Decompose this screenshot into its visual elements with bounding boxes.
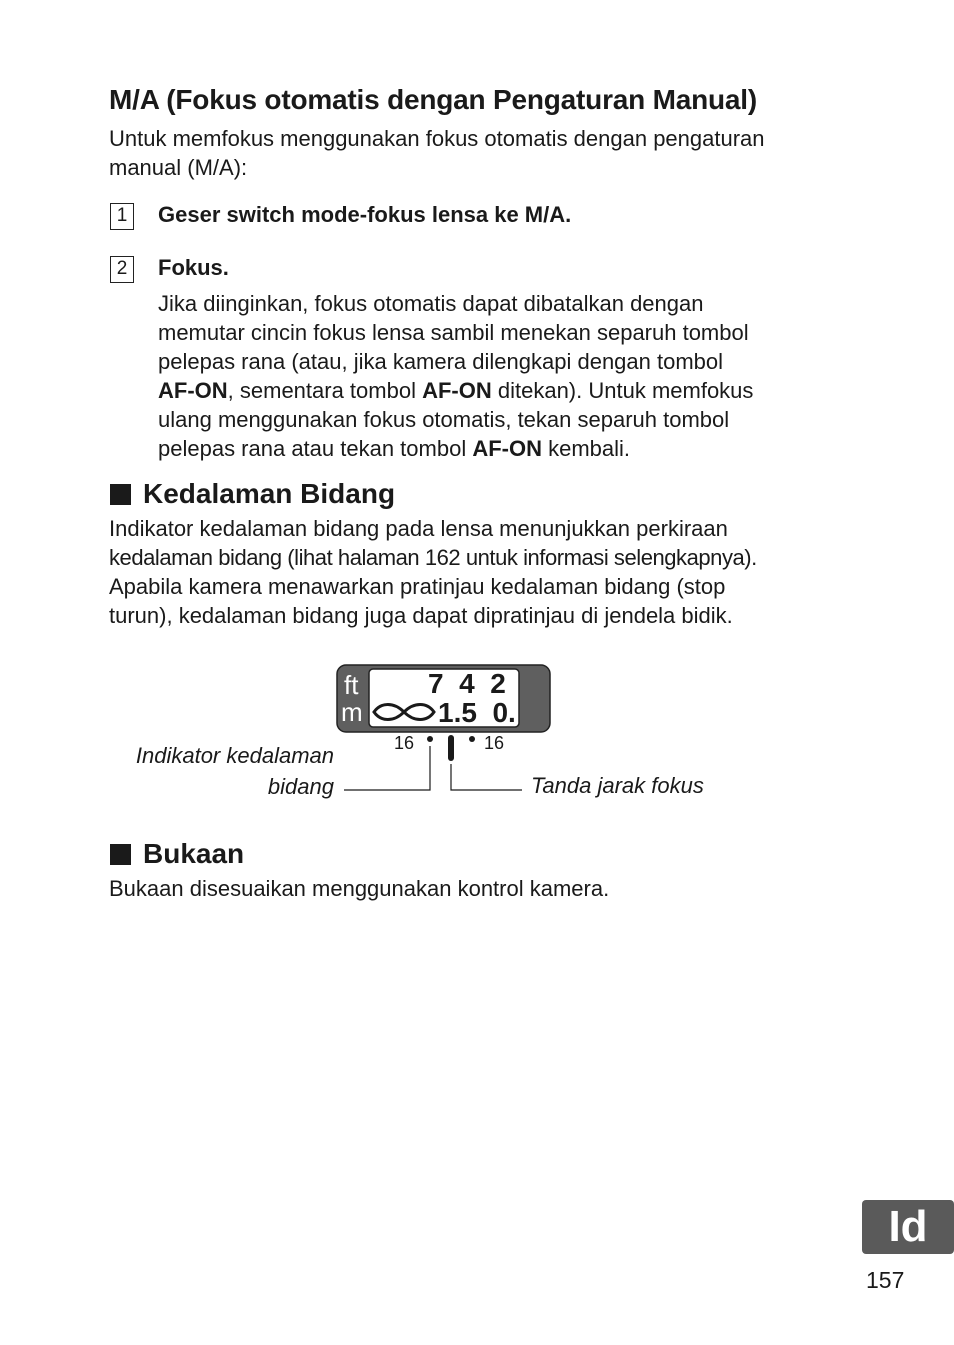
- scale-m-values: 1.5 0.: [438, 697, 516, 728]
- caption-line: bidang: [267, 774, 334, 799]
- section-title-text: Bukaan: [143, 838, 245, 869]
- section-dof-text: [109, 514, 757, 630]
- dof-dot-right: [469, 736, 475, 742]
- body-line: memutar cincin fokus lensa sambil menekan separuh tombol: [158, 320, 749, 345]
- dof-line: turun), kedalaman bidang juga dapat dipratinjau di jendela bidik.: [109, 603, 733, 628]
- indicator-leaders: [330, 730, 530, 796]
- step-2-body: [158, 289, 753, 463]
- language-tab: [862, 1200, 954, 1254]
- page-number: 157: [866, 1267, 905, 1293]
- section-bullet-icon: [110, 844, 131, 865]
- dof-line: Indikator kedalaman bidang pada lensa menunjukkan perkiraan: [109, 516, 728, 541]
- body-text: , sementara tombol: [227, 378, 423, 403]
- body-text: kembali.: [541, 436, 631, 461]
- focus-mark-caption: Tanda jarak fokus: [531, 773, 704, 798]
- dof-indicator-caption: [120, 743, 334, 800]
- section-title-dof: [110, 478, 395, 510]
- section-title-aperture: [110, 838, 244, 870]
- af-on-term: AF-ON: [472, 436, 542, 461]
- body-text: ditekan). Untuk memfokus: [491, 378, 754, 403]
- language-tab-label: Id: [888, 1202, 928, 1251]
- section-title-ma: M/A (Fokus otomatis dengan Pengaturan Manual): [109, 84, 758, 115]
- body-line: pelepas rana (atau, jika kamera dilengkapi dengan tombol: [158, 349, 724, 374]
- body-line: Jika diinginkan, fokus otomatis dapat dibatalkan dengan: [158, 291, 704, 316]
- section-title-text: Kedalaman Bidang: [143, 478, 396, 509]
- body-text: pelepas rana atau tekan tombol: [158, 436, 473, 461]
- section-aperture-text: [109, 874, 609, 903]
- step-1-number: 1: [110, 203, 134, 230]
- dof-right-value: 16: [484, 733, 505, 753]
- af-on-term: AF-ON: [158, 378, 228, 403]
- dof-dot-left: [427, 736, 433, 742]
- section-ma-intro: [109, 124, 765, 182]
- intro-line: Untuk memfokus menggunakan fokus otomatis dengan pengaturan: [109, 126, 765, 151]
- scale-ft-values: 7 4 2: [428, 668, 506, 699]
- dof-left-value: 16: [394, 733, 415, 753]
- dof-line: Apabila kamera menawarkan pratinjau kedalaman bidang (stop: [109, 574, 726, 599]
- focus-distance-mark: [448, 735, 454, 761]
- dof-line: kedalaman bidang (lihat halaman 162 untuk informasi selengkapnya).: [109, 545, 757, 570]
- aperture-line: Bukaan disesuaikan menggunakan kontrol kamera.: [109, 876, 610, 901]
- unit-ft-label: ft: [344, 670, 359, 700]
- step-2-text: Fokus.: [158, 255, 229, 280]
- af-on-term: AF-ON: [422, 378, 492, 403]
- body-line: [158, 434, 753, 463]
- body-line: [158, 376, 753, 405]
- step-2-number: 2: [110, 256, 134, 283]
- caption-line: Indikator kedalaman: [135, 743, 334, 768]
- focus-leader-line: [451, 764, 522, 790]
- step-1-text: Geser switch mode-fokus lensa ke M/A.: [158, 202, 572, 227]
- dof-leader-line: [344, 746, 430, 790]
- body-line: ulang menggunakan fokus otomatis, tekan separuh tombol: [158, 407, 730, 432]
- unit-m-label: m: [341, 697, 363, 727]
- section-bullet-icon: [110, 484, 131, 505]
- intro-line: manual (M/A):: [109, 155, 248, 180]
